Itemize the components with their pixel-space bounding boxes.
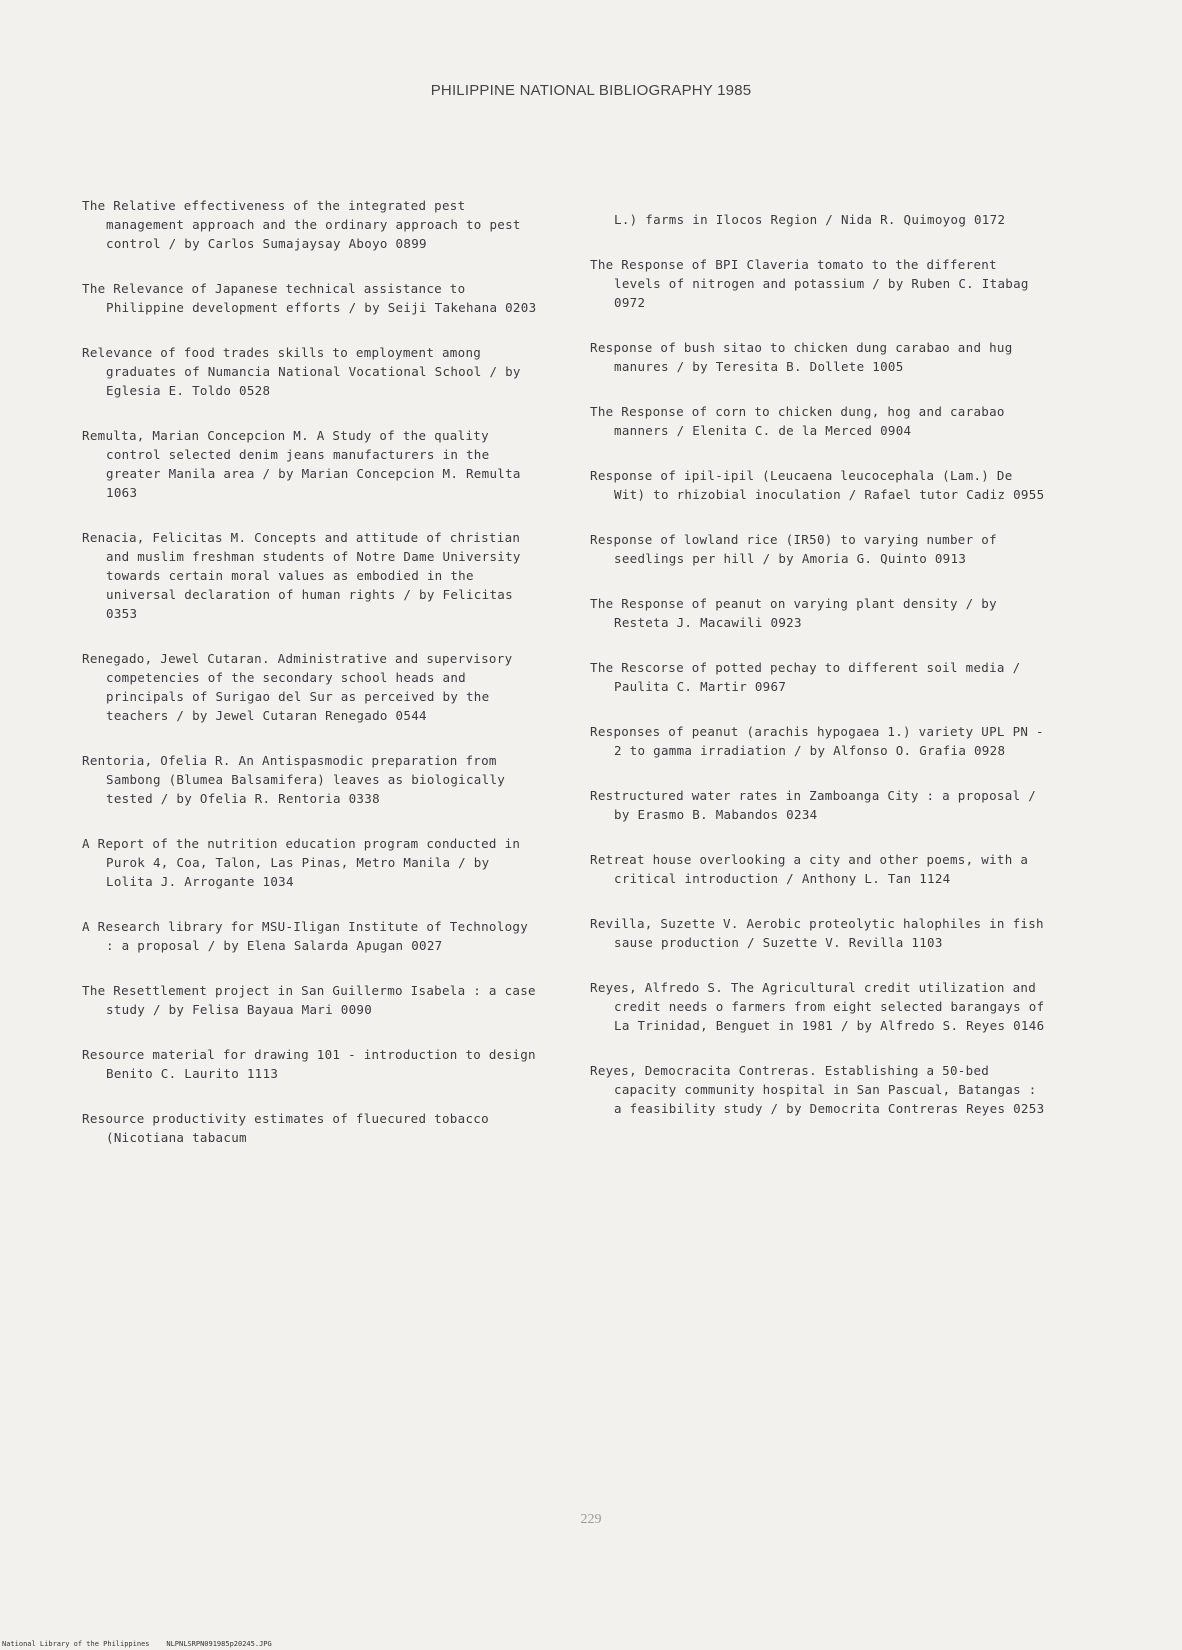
bibliography-entry: Resource productivity estimates of fluecured tobacco (Nicotiana tabacum — [82, 1111, 497, 1145]
bibliography-entry: The Response of peanut on varying plant density / by Resteta J. Macawili 0923 — [590, 596, 1005, 630]
bibliography-entry: The Relevance of Japanese technical assistance to Philippine development efforts / by Seiji Takehana 0203 — [82, 281, 537, 315]
right-column — [590, 210, 1053, 1144]
left-column — [82, 196, 542, 1173]
bibliography-entry: Retreat house overlooking a city and other poems, with a critical introduction / Anthony L. Tan 1124 — [590, 852, 1037, 886]
bibliography-entry: The Resettlement project in San Guillermo Isabela : a case study / by Felisa Bayaua Mari 0090 — [82, 983, 544, 1017]
bibliography-entry: Relevance of food trades skills to employment among graduates of Numancia National Vocational School / by Eglesia E. Toldo 0528 — [82, 345, 529, 398]
bibliography-entry: The Response of corn to chicken dung, hog and carabao manners / Elenita C. de la Merced 0904 — [590, 404, 1013, 438]
bibliography-entry: Revilla, Suzette V. Aerobic proteolytic halophiles in fish sause production / Suzette V. Revilla 1103 — [590, 916, 1052, 950]
bibliography-entry: Resource material for drawing 101 - introduction to design Benito C. Laurito 1113 — [82, 1047, 544, 1081]
bibliography-entry: Response of bush sitao to chicken dung carabao and hug manures / by Teresita B. Dollete 1005 — [590, 340, 1021, 374]
bibliography-entry: The Relative effectiveness of the integrated pest management approach and the ordinary approach to pest control / by Carlos Sumajaysay Aboyo 0899 — [82, 198, 529, 251]
bibliography-entry: A Report of the nutrition education program conducted in Purok 4, Coa, Talon, Las Pinas, Metro Manila / by Lolita J. Arrogante 1034 — [82, 836, 529, 889]
bibliography-entry: Renacia, Felicitas M. Concepts and attitude of christian and muslim freshman students of Notre Dame University towards certain moral values as embodied in the universal declaration of human rights / by Felicitas 0353 — [82, 530, 529, 621]
bibliography-entry: Restructured water rates in Zamboanga City : a proposal / by Erasmo B. Mabandos 0234 — [590, 788, 1044, 822]
bibliography-entry: Renegado, Jewel Cutaran. Administrative and supervisory competencies of the secondary school heads and principals of Surigao del Sur as perceived by the teachers / by Jewel Cutaran Renegado 0544 — [82, 651, 521, 723]
bibliography-entry: Rentoria, Ofelia R. An Antispasmodic preparation from Sambong (Blumea Balsamifera) leaves as biologically tested / by Ofelia R. Rentoria 0338 — [82, 753, 513, 806]
bibliography-entry: The Response of BPI Claveria tomato to the different levels of nitrogen and potassium / by Ruben C. Itabag 0972 — [590, 257, 1037, 310]
bibliography-entry: Response of ipil-ipil (Leucaena leucocephala (Lam.) De Wit) to rhizobial inoculation / Rafael tutor Cadiz 0955 — [590, 468, 1045, 502]
bibliography-entry: L.) farms in Ilocos Region / Nida R. Quimoyog 0172 — [614, 212, 1006, 227]
bibliography-entry: The Rescorse of potted pechay to different soil media / Paulita C. Martir 0967 — [590, 660, 1029, 694]
bibliography-entry: Responses of peanut (arachis hypogaea 1.) variety UPL PN - 2 to gamma irradiation / by Alfonso O. Grafia 0928 — [590, 724, 1052, 758]
bibliography-entry: A Research library for MSU-Iligan Institute of Technology : a proposal / by Elena Salarda Apugan 0027 — [82, 919, 536, 953]
page-number: 229 — [580, 1512, 602, 1527]
bibliography-entry: Response of lowland rice (IR50) to varying number of seedlings per hill / by Amoria G. Quinto 0913 — [590, 532, 1005, 566]
bibliography-entry: Reyes, Democracita Contreras. Establishing a 50-bed capacity community hospital in San Pascual, Batangas : a feasibility study / by Democrita Contreras Reyes 0253 — [590, 1063, 1045, 1116]
bibliography-entry: Remulta, Marian Concepcion M. A Study of the quality control selected denim jeans manufacturers in the greater Manila area / by Marian Concepcion M. Remulta 1063 — [82, 428, 529, 500]
bibliography-entry: Reyes, Alfredo S. The Agricultural credit utilization and credit needs o farmers from eight selected barangays of La Trinidad, Benguet in 1981 / by Alfredo S. Reyes 0146 — [590, 980, 1053, 1033]
running-head: PHILIPPINE NATIONAL BIBLIOGRAPHY 1985 — [430, 82, 752, 99]
scan-footer: National Library of the Philippines NLPNLSRPN091985p20245.JPG — [2, 1640, 272, 1648]
